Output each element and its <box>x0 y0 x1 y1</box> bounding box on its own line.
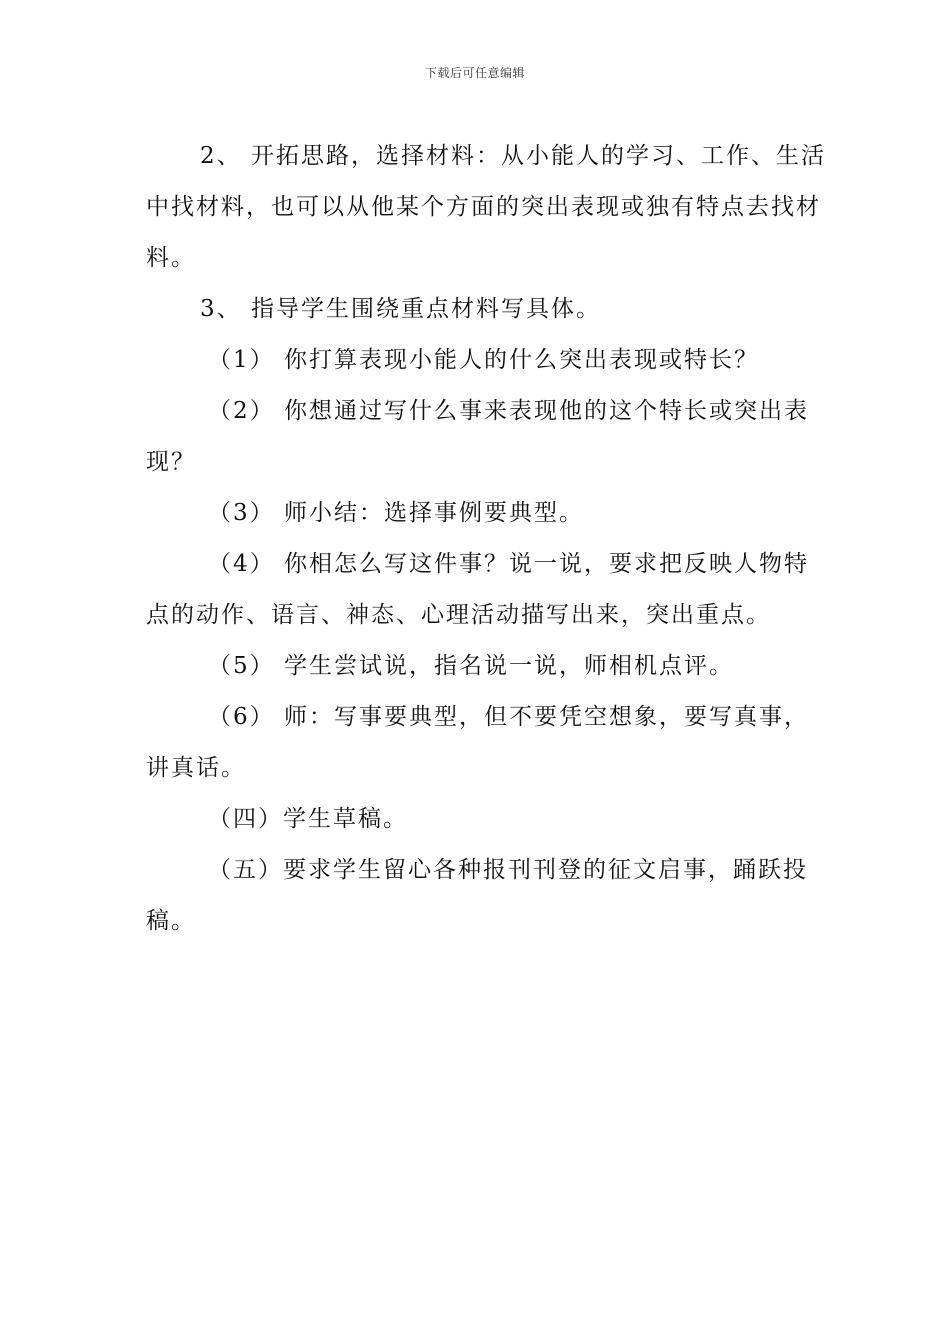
paragraph-item-1: （1） 你打算表现小能人的什么突出表现或特长？ <box>208 347 759 373</box>
paragraph-item-3: （3） 师小结：选择事例要典型。 <box>208 500 584 526</box>
paragraph-2: 2、 开拓思路，选择材料：从小能人的学习、工作、生活中找材料，也可以从他某个方面的突出表现或独有特点去找材料。 <box>146 143 826 271</box>
paragraph-3: 3、 指导学生围绕重点材料写具体。 <box>200 296 601 322</box>
paragraph-item-6: （6） 师：写事要典型，但不要凭空想象，要写真事，讲真话。 <box>146 704 809 781</box>
paragraph-item-4: （4） 你相怎么写这件事？说一说，要求把反映人物特点的动作、语言、神态、心理活动描写出来，突出重点。 <box>146 551 809 628</box>
paragraph-item-2: （2） 你想通过写什么事来表现他的这个特长或突出表现？ <box>146 398 809 475</box>
paragraph-section-4: （四）学生草稿。 <box>208 806 408 832</box>
page-header: 下载后可任意编辑 <box>424 66 525 80</box>
paragraph-item-5: （5） 学生尝试说，指名说一说，师相机点评。 <box>208 653 734 679</box>
document-body <box>146 131 828 947</box>
paragraph-section-5: （五）要求学生留心各种报刊刊登的征文启事，踊跃投稿。 <box>146 857 808 934</box>
